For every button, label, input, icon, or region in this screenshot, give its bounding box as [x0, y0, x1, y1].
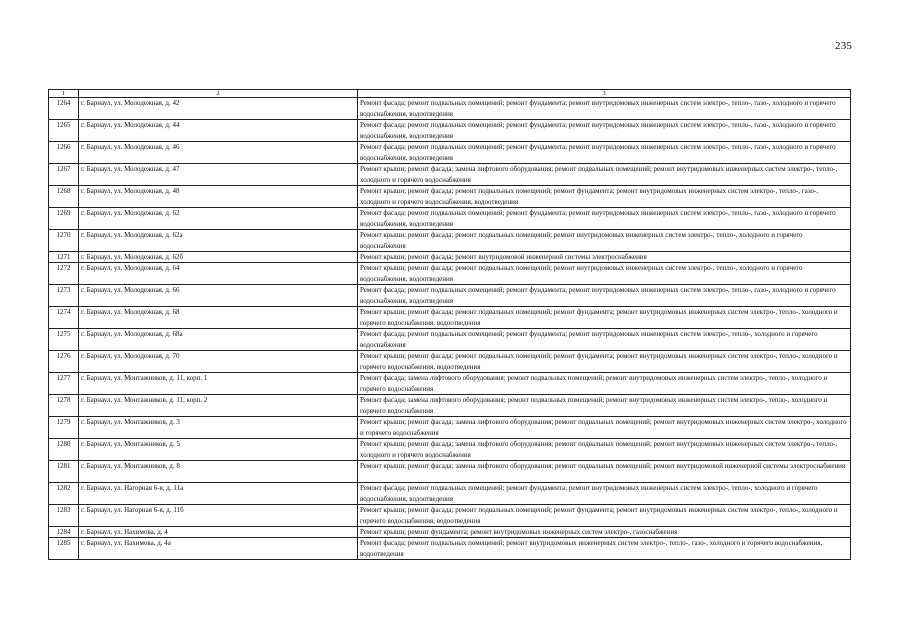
row-number: 1279 [49, 417, 79, 439]
repair-works-table [48, 89, 851, 560]
row-works: Ремонт фасада; ремонт подвальных помещений; ремонт фундамента; ремонт внутридомовых инженерных систем электро-, тепло-, холодного и горячего водоснабжения, водоотведения [358, 483, 851, 505]
row-works: Ремонт фасада; ремонт подвальных помещений; ремонт фундамента; ремонт внутридомовых инженерных систем электро-, тепло-, газо-, холодного и горячего водоснабжения, водоотведения [358, 285, 851, 307]
table-row [49, 483, 851, 505]
row-address: г. Барнаул, ул. Молодежная, д. 62а [79, 230, 358, 252]
column-number-row [49, 90, 851, 98]
row-number: 1273 [49, 285, 79, 307]
table-row [49, 230, 851, 252]
row-works: Ремонт фасада; ремонт подвальных помещений; ремонт внутридомовых инженерных систем электро-, тепло-, газо-, холодного и горячего водоснабжения, водоотведения [358, 538, 851, 560]
row-address: г. Барнаул, ул. Монтажников, д. 11, корп. 1 [79, 373, 358, 395]
row-works: Ремонт фасада; ремонт подвальных помещений; ремонт фундамента; ремонт внутридомовых инженерных систем электро-, тепло-, газо-, холодного и горячего водоснабжения, водоотведения [358, 208, 851, 230]
table-row [49, 373, 851, 395]
row-works: Ремонт крыши; ремонт фасада; ремонт подвальных помещений; ремонт внутридомовых инженерных систем электро-, тепло-, холодного и горячего водоснабжения, водоотведения [358, 263, 851, 285]
table-row [49, 120, 851, 142]
table-row [49, 329, 851, 351]
row-number: 1277 [49, 373, 79, 395]
row-number: 1271 [49, 252, 79, 263]
row-works: Ремонт крыши; ремонт фасада; ремонт подвальных помещений; ремонт фундамента; ремонт внутридомовых инженерных систем электро-, тепло-, холодного и горячего водоснабжения, водоотведения [358, 505, 851, 527]
row-number: 1276 [49, 351, 79, 373]
table-row [49, 417, 851, 439]
column-number-3: 3 [358, 90, 851, 98]
row-number: 1275 [49, 329, 79, 351]
row-number: 1284 [49, 527, 79, 538]
table-row [49, 186, 851, 208]
row-address: г. Барнаул, ул. Молодежная, д. 62 [79, 208, 358, 230]
row-address: г. Барнаул, ул. Нагорная 6-я, д. 11а [79, 483, 358, 505]
row-address: г. Барнаул, ул. Монтажников, д. 5 [79, 439, 358, 461]
table-row [49, 461, 851, 483]
row-address: г. Барнаул, ул. Нахимова, д. 4 [79, 527, 358, 538]
row-works: Ремонт крыши; ремонт фасада; замена лифтового оборудования; ремонт подвальных помещений; ремонт внутридомовых инженерных систем электро-, тепло-, холодного и горячего водоснабжения [358, 439, 851, 461]
row-number: 1283 [49, 505, 79, 527]
table-row [49, 208, 851, 230]
row-address: г. Барнаул, ул. Молодежная, д. 66 [79, 285, 358, 307]
row-number: 1281 [49, 461, 79, 483]
row-number: 1265 [49, 120, 79, 142]
table-row [49, 505, 851, 527]
row-number: 1264 [49, 98, 79, 120]
row-works: Ремонт крыши; ремонт фундамента; ремонт внутридомовых инженерных систем электро-, газоснабжения [358, 527, 851, 538]
table-row [49, 527, 851, 538]
row-address: г. Барнаул, ул. Молодежная, д. 68 [79, 307, 358, 329]
row-works: Ремонт фасада; ремонт подвальных помещений; ремонт фундамента; ремонт внутридомовых инженерных систем электро-, тепло-, газо-, холодного и горячего водоснабжения, водоотведения [358, 120, 851, 142]
row-address: г. Барнаул, ул. Молодежная, д. 44 [79, 120, 358, 142]
column-number-1: 1 [49, 90, 79, 98]
row-number: 1267 [49, 164, 79, 186]
row-address: г. Барнаул, ул. Монтажников, д. 11, корп. 2 [79, 395, 358, 417]
row-number: 1270 [49, 230, 79, 252]
row-works: Ремонт крыши; ремонт фасада; замена лифтового оборудования; ремонт подвальных помещений; ремонт внутридомовых инженерных систем электро-, тепло-, холодного и горячего водоснабжения [358, 164, 851, 186]
row-number: 1278 [49, 395, 79, 417]
row-works: Ремонт крыши; ремонт фасада; ремонт подвальных помещений; ремонт фундамента; ремонт внутридомовых инженерных систем электро-, тепло-, холодного и горячего водоснабжения, водоотведения [358, 307, 851, 329]
table-row [49, 142, 851, 164]
page-number: 235 [835, 40, 853, 52]
table-row [49, 307, 851, 329]
table-row [49, 439, 851, 461]
row-address: г. Барнаул, ул. Нагорная 6-я, д. 11б [79, 505, 358, 527]
row-address: г. Барнаул, ул. Молодежная, д. 48 [79, 186, 358, 208]
row-works: Ремонт крыши; ремонт фасада; ремонт внутридомовой инженерной системы электроснабжения [358, 252, 851, 263]
row-number: 1280 [49, 439, 79, 461]
table-row [49, 98, 851, 120]
row-works: Ремонт фасада; замена лифтового оборудования; ремонт подвальных помещений; ремонт внутридомовых инженерных систем электро-, тепло-, холодного и горячего водоснабжения [358, 373, 851, 395]
row-address: г. Барнаул, ул. Молодежная, д. 47 [79, 164, 358, 186]
row-works: Ремонт фасада; ремонт подвальных помещений; ремонт фундамента; ремонт внутридомовых инженерных систем электро-, тепло-, холодного и горячего водоснабжения [358, 329, 851, 351]
row-address: г. Барнаул, ул. Молодежная, д. 42 [79, 98, 358, 120]
table-row [49, 285, 851, 307]
row-works: Ремонт крыши; ремонт фасада; замена лифтового оборудования; ремонт подвальных помещений; ремонт внутридомовой инженерной системы электроснабжения [358, 461, 851, 483]
row-address: г. Барнаул, ул. Монтажников, д. 8 [79, 461, 358, 483]
row-address: г. Барнаул, ул. Молодежная, д. 62б [79, 252, 358, 263]
row-works: Ремонт фасада; ремонт подвальных помещений; ремонт фундамента; ремонт внутридомовых инженерных систем электро-, тепло-, газо-, холодного и горячего водоснабжения, водоотведения [358, 98, 851, 120]
table-row [49, 164, 851, 186]
row-works: Ремонт крыши; ремонт фасада; замена лифтового оборудования; ремонт подвальных помещений; ремонт внутридомовых инженерных систем электро-, холодного и горячего водоснабжения [358, 417, 851, 439]
table-row [49, 395, 851, 417]
table-row [49, 538, 851, 560]
row-number: 1282 [49, 483, 79, 505]
row-works: Ремонт фасада; ремонт подвальных помещений; ремонт фундамента; ремонт внутридомовых инженерных систем электро-, тепло-, газо-, холодного и горячего водоснабжения, водоотведения [358, 142, 851, 164]
row-address: г. Барнаул, ул. Молодежная, д. 68а [79, 329, 358, 351]
row-number: 1268 [49, 186, 79, 208]
row-address: г. Барнаул, ул. Монтажников, д. 3 [79, 417, 358, 439]
row-address: г. Барнаул, ул. Нахимова, д. 4а [79, 538, 358, 560]
table-row [49, 263, 851, 285]
row-works: Ремонт фасада; замена лифтового оборудования; ремонт подвальных помещений; ремонт внутридомовых инженерных систем электро-, тепло-, холодного и горячего водоснабжения [358, 395, 851, 417]
table-row [49, 252, 851, 263]
row-works: Ремонт крыши; ремонт фасада; ремонт подвальных помещений; ремонт фундамента; ремонт внутридомовых инженерных систем электро-, тепло-, холодного и горячего водоснабжения, водоотведения [358, 351, 851, 373]
row-address: г. Барнаул, ул. Молодежная, д. 64 [79, 263, 358, 285]
row-number: 1266 [49, 142, 79, 164]
table-row [49, 351, 851, 373]
column-number-2: 2 [79, 90, 358, 98]
row-number: 1269 [49, 208, 79, 230]
row-number: 1272 [49, 263, 79, 285]
row-address: г. Барнаул, ул. Молодежная, д. 46 [79, 142, 358, 164]
row-number: 1285 [49, 538, 79, 560]
row-works: Ремонт крыши; ремонт фасада; ремонт подвальных помещений; ремонт внутридомовых инженерных систем электро-, тепло-, холодного и горячего водоснабжения [358, 230, 851, 252]
row-number: 1274 [49, 307, 79, 329]
row-works: Ремонт крыши; ремонт фасада; ремонт подвальных помещений; ремонт фундамента; ремонт внутридомовых инженерных систем электро-, тепло-, газо-, холодного и горячего водоснабжения, водоотведения [358, 186, 851, 208]
row-address: г. Барнаул, ул. Молодежная, д. 70 [79, 351, 358, 373]
